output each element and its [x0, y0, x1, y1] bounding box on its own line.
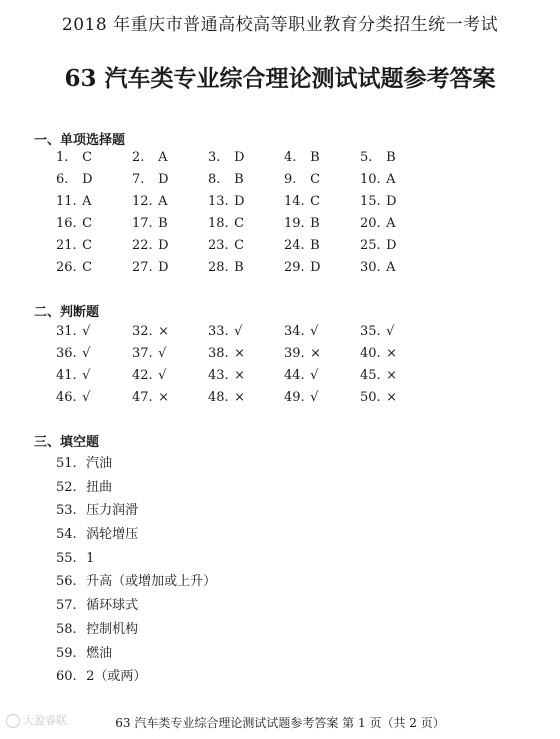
answer-cell — [208, 235, 284, 257]
question-number: 60. — [56, 669, 77, 685]
answer-cell — [360, 321, 436, 343]
answer-value: B — [310, 238, 320, 253]
question-number: 10. — [360, 172, 381, 187]
answer-value: × — [158, 324, 170, 339]
answer-value: D — [158, 172, 169, 187]
answer-cell — [360, 235, 436, 257]
answer-value: √ — [310, 390, 319, 405]
answer-value: √ — [82, 390, 91, 405]
answer-value: √ — [82, 346, 91, 361]
answer-cell — [208, 321, 284, 343]
answer-item — [56, 570, 216, 594]
answer-value: × — [386, 368, 398, 383]
answer-value: D — [234, 150, 245, 165]
section-title-fill-blank: 三、填空题 — [34, 435, 100, 450]
answer-value: D — [386, 238, 397, 253]
answer-cell — [360, 257, 436, 279]
answer-value: × — [234, 390, 246, 405]
answer-cell — [208, 147, 284, 169]
single-choice-answers — [56, 147, 436, 279]
answer-value: 汽油 — [86, 456, 113, 471]
question-number: 11. — [56, 194, 77, 209]
answer-item — [56, 665, 216, 689]
question-number: 32. — [132, 324, 153, 339]
answer-cell — [284, 257, 360, 279]
question-number: 49. — [284, 390, 305, 405]
answer-cell — [360, 147, 436, 169]
answer-value: 循环球式 — [86, 598, 139, 614]
answer-value: D — [386, 194, 397, 209]
answer-value: D — [158, 260, 169, 275]
answer-cell — [208, 343, 284, 365]
question-number: 35. — [360, 324, 381, 339]
question-number: 41. — [56, 368, 77, 383]
answer-cell — [284, 213, 360, 235]
question-number: 44. — [284, 368, 305, 383]
question-number: 20. — [360, 216, 381, 231]
answer-cell — [284, 169, 360, 191]
question-number: 43. — [208, 368, 229, 383]
question-number: 5. — [360, 150, 373, 165]
fill-blank-answers — [56, 452, 216, 689]
question-number: 1. — [56, 150, 69, 165]
answer-cell — [56, 213, 132, 235]
question-number: 4. — [284, 150, 297, 165]
question-number: 59. — [56, 645, 77, 661]
document-title: 63 汽车类专业综合理论测试试题参考答案 — [64, 65, 496, 92]
answer-value: C — [82, 216, 93, 231]
question-number: 50. — [360, 390, 381, 405]
answer-value: × — [386, 390, 398, 405]
question-number: 9. — [284, 172, 297, 187]
true-false-answers — [56, 321, 436, 409]
question-number: 7. — [132, 172, 145, 187]
answer-value: A — [386, 216, 396, 231]
question-number: 54. — [56, 527, 77, 543]
answer-value: × — [234, 368, 246, 383]
answer-item — [56, 452, 216, 476]
question-number: 26. — [56, 260, 77, 275]
answer-item — [56, 523, 216, 547]
answer-cell — [360, 169, 436, 191]
question-number: 28. — [208, 260, 229, 275]
answer-cell — [208, 213, 284, 235]
question-number: 25. — [360, 238, 381, 253]
question-number: 39. — [284, 346, 305, 361]
answer-cell — [132, 321, 208, 343]
answer-value: C — [310, 194, 321, 209]
section-title-true-false: 二、判断题 — [34, 305, 100, 320]
question-number: 21. — [56, 238, 77, 253]
answer-value: A — [82, 194, 92, 209]
answer-value: √ — [234, 324, 243, 339]
question-number: 2. — [132, 150, 145, 165]
answer-cell — [132, 343, 208, 365]
answer-value: × — [234, 346, 246, 361]
answer-value: √ — [158, 346, 167, 361]
answer-cell — [284, 147, 360, 169]
answer-cell — [284, 321, 360, 343]
answer-value: C — [82, 150, 93, 165]
question-number: 55. — [56, 550, 77, 566]
answer-value: √ — [82, 368, 91, 383]
answer-value: B — [310, 150, 320, 165]
answer-cell — [56, 191, 132, 213]
answer-cell — [360, 191, 436, 213]
question-number: 15. — [360, 194, 381, 209]
question-number: 8. — [208, 172, 221, 187]
answer-cell — [56, 343, 132, 365]
answer-value: D — [310, 260, 321, 275]
question-number: 13. — [208, 194, 229, 209]
answer-cell — [132, 147, 208, 169]
question-number: 29. — [284, 260, 305, 275]
question-number: 42. — [132, 368, 153, 383]
answer-cell — [56, 147, 132, 169]
answer-value: A — [158, 194, 168, 209]
answer-cell — [56, 235, 132, 257]
answer-item — [56, 594, 216, 618]
answer-value: D — [158, 238, 169, 253]
answer-cell — [132, 191, 208, 213]
question-number: 6. — [56, 172, 69, 187]
answer-cell — [360, 343, 436, 365]
answer-cell — [208, 191, 284, 213]
answer-value: × — [386, 346, 398, 361]
answer-value: 涡轮增压 — [86, 527, 139, 543]
answer-cell — [132, 213, 208, 235]
question-number: 53. — [56, 503, 77, 519]
question-number: 51. — [56, 456, 77, 471]
question-number: 14. — [284, 194, 305, 209]
exam-header: 2018 年重庆市普通高校高等职业教育分类招生统一考试 — [61, 15, 499, 35]
answer-value: D — [234, 194, 245, 209]
answer-cell — [56, 387, 132, 409]
question-number: 3. — [208, 150, 221, 165]
watermark-text: 大盈睿联 — [23, 714, 67, 727]
question-number: 31. — [56, 324, 77, 339]
question-number: 52. — [56, 479, 77, 495]
question-number: 18. — [208, 216, 229, 231]
answer-value: 压力润滑 — [86, 503, 139, 519]
answer-cell — [132, 169, 208, 191]
question-number: 22. — [132, 238, 153, 253]
answer-item — [56, 642, 216, 666]
answer-cell — [284, 387, 360, 409]
answer-value: D — [82, 172, 93, 187]
answer-value: √ — [310, 324, 319, 339]
answer-value: C — [82, 260, 93, 275]
answer-value: 燃油 — [86, 645, 113, 661]
answer-cell — [132, 365, 208, 387]
question-number: 36. — [56, 346, 77, 361]
question-number: 23. — [208, 238, 229, 253]
answer-cell — [132, 257, 208, 279]
answer-value: B — [234, 172, 244, 187]
answer-value: × — [310, 346, 322, 361]
answer-cell — [208, 365, 284, 387]
answer-value: 2（或两） — [86, 669, 147, 685]
answer-cell — [284, 365, 360, 387]
answer-item — [56, 618, 216, 642]
page-footer: 63 汽车类专业综合理论测试试题参考答案 第 1 页（共 2 页） — [115, 716, 445, 730]
question-number: 24. — [284, 238, 305, 253]
answer-cell — [284, 191, 360, 213]
answer-cell — [360, 365, 436, 387]
answer-value: B — [158, 216, 168, 231]
answer-cell — [56, 257, 132, 279]
answer-value: B — [386, 150, 396, 165]
answer-cell — [208, 257, 284, 279]
answer-value: B — [310, 216, 320, 231]
answer-value: C — [234, 238, 245, 253]
question-number: 56. — [56, 574, 77, 590]
question-number: 58. — [56, 621, 77, 637]
answer-value: 扭曲 — [86, 479, 113, 495]
question-number: 40. — [360, 346, 381, 361]
answer-item — [56, 499, 216, 523]
answer-item — [56, 547, 216, 571]
question-number: 45. — [360, 368, 381, 383]
answer-cell — [208, 387, 284, 409]
answer-cell — [360, 213, 436, 235]
answer-value: A — [386, 260, 396, 275]
question-number: 12. — [132, 194, 153, 209]
question-number: 48. — [208, 390, 229, 405]
answer-value: 升高（或增加或上升） — [86, 574, 217, 590]
question-number: 57. — [56, 598, 77, 614]
answer-value: √ — [386, 324, 395, 339]
answer-cell — [56, 321, 132, 343]
answer-cell — [284, 343, 360, 365]
answer-value: √ — [310, 368, 319, 383]
answer-cell — [208, 169, 284, 191]
answer-cell — [56, 365, 132, 387]
answer-value: C — [310, 172, 321, 187]
question-number: 47. — [132, 390, 153, 405]
question-number: 46. — [56, 390, 77, 405]
answer-cell — [56, 169, 132, 191]
answer-value: C — [234, 216, 245, 231]
answer-value: A — [158, 150, 168, 165]
question-number: 19. — [284, 216, 305, 231]
answer-value: √ — [82, 324, 91, 339]
question-number: 27. — [132, 260, 153, 275]
answer-value: A — [386, 172, 396, 187]
question-number: 34. — [284, 324, 305, 339]
answer-cell — [360, 387, 436, 409]
question-number: 17. — [132, 216, 153, 231]
question-number: 16. — [56, 216, 77, 231]
question-number: 37. — [132, 346, 153, 361]
answer-value: 控制机构 — [86, 621, 139, 637]
answer-value: 1 — [86, 550, 95, 566]
answer-cell — [284, 235, 360, 257]
question-number: 38. — [208, 346, 229, 361]
answer-item — [56, 476, 216, 500]
answer-cell — [132, 387, 208, 409]
question-number: 30. — [360, 260, 381, 275]
answer-value: B — [234, 260, 244, 275]
answer-value: √ — [158, 368, 167, 383]
answer-value: C — [82, 238, 93, 253]
section-title-single-choice: 一、单项选择题 — [34, 133, 126, 148]
answer-value: × — [158, 390, 170, 405]
answer-cell — [132, 235, 208, 257]
question-number: 33. — [208, 324, 229, 339]
